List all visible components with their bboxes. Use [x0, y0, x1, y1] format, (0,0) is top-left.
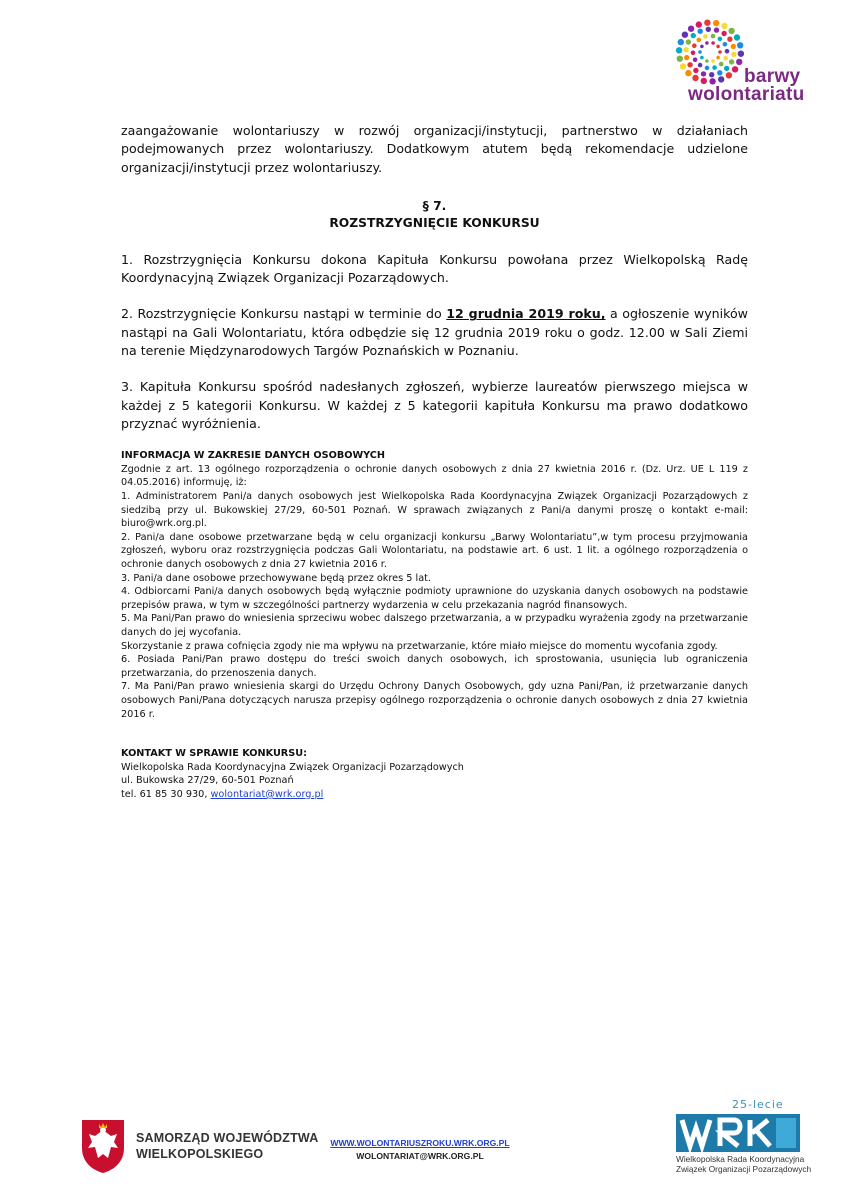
samorzad-line1: SAMORZĄD WOJEWÓDZTWA	[136, 1131, 319, 1145]
samorzad-logo	[80, 1118, 319, 1178]
logo-dot	[726, 72, 732, 78]
wrk-line2: Związek Organizacji Pozarządowych	[676, 1164, 812, 1174]
logo-dot	[705, 66, 710, 71]
logo-dot	[705, 59, 709, 63]
rodo-list	[121, 463, 748, 721]
rodo-line: 6. Posiada Pani/Pan prawo dostępu do treści swoich danych osobowych, ich sprostowania, usunięcia lub ograniczenia przetwarzania, do przenoszenia danych.	[121, 654, 748, 679]
paragraph-1: 1. Rozstrzygnięcia Konkursu dokona Kapituła Konkursu powołana przez Wielkopolską Radę Koordynacyjną Związek Organizacji Pozarządowych.	[121, 251, 748, 286]
paragraph-2-start: 2. Rozstrzygnięcie Konkursu nastąpi w terminie do	[121, 306, 447, 322]
intro-paragraph: zaangażowanie wolontariuszy w rozwój organizacji/instytucji, partnerstwo w działaniach podejmowanych przez wolontariuszy. Dodatkowym atutem będą rekomendacje udzielone organizacji/instytucji przez wolontariuszy.	[121, 123, 748, 175]
logo-dot	[724, 66, 729, 71]
section-title: ROZSTRZYGNIĘCIE KONKURSU	[329, 215, 540, 230]
logo-dot	[736, 59, 742, 65]
logo-dot	[721, 31, 726, 36]
deadline-date: 12 grudnia 2019 roku,	[446, 306, 606, 322]
logo-dot	[709, 72, 714, 77]
contact-org: Wielkopolska Rada Koordynacyjna Związek Organizacji Pozarządowych	[121, 761, 464, 773]
logo-dot	[687, 62, 692, 67]
logo-dot	[738, 51, 744, 57]
logo-dot	[698, 63, 703, 68]
logo-dot	[719, 62, 724, 67]
logo-dot	[676, 47, 682, 53]
logo-word-wolontariatu: wolontariatu	[688, 84, 805, 105]
wrk-anniversary: 25-lecie	[732, 1098, 784, 1111]
dots-spiral-icon	[666, 18, 756, 88]
logo-word-barwy: barwy	[744, 66, 801, 87]
logo-dot	[717, 70, 722, 75]
barwy-wolontariatu-logo	[666, 18, 805, 110]
logo-dot	[691, 33, 696, 38]
logo-dot	[685, 70, 691, 76]
wrk-logo	[676, 1098, 812, 1178]
logo-dot	[737, 42, 743, 48]
logo-dot	[728, 28, 734, 34]
logo-dot	[731, 52, 736, 57]
contact-email-link[interactable]: wolontariat@wrk.org.pl	[210, 788, 324, 800]
logo-dot	[718, 50, 722, 54]
logo-dot	[705, 41, 709, 45]
logo-dot	[696, 21, 702, 27]
logo-dot	[718, 37, 723, 42]
rodo-line: 5. Ma Pani/Pan prawo do wniesienia sprzeciwu wobec dalszego przetwarzania, a w przypadku wyrażenia zgody na przetwarzanie danych do jej wycofania.	[121, 613, 748, 638]
logo-dot	[678, 39, 684, 45]
logo-dot	[716, 45, 720, 49]
logo-dot	[700, 45, 704, 49]
logo-dot	[713, 20, 719, 26]
logo-dot	[688, 26, 694, 32]
logo-dot	[683, 47, 688, 52]
rodo-heading: INFORMACJA W ZAKRESIE DANYCH OSOBOWYCH	[121, 450, 386, 462]
rodo-line: Skorzystanie z prawa cofnięcia zgody nie ma wpływu na przetwarzanie, które miało miejsce do momentu wycofania zgody.	[121, 640, 718, 652]
logo-dot	[723, 42, 728, 47]
rodo-line: 1. Administratorem Pani/a danych osobowych jest Wielkopolska Rada Koordynacyjna Związek Organizacji Pozarządowych z siedzibą przy ul. Bukowskiej 27/29, 60-501 Poznań. W sprawach związanych z Pani/a danymi proszę o kontakt e-mail: biuro@wrk.org.pl.	[121, 491, 748, 530]
logo-dot	[731, 44, 736, 49]
logo-dot	[706, 27, 711, 32]
logo-dot	[718, 76, 724, 82]
logo-dot	[677, 56, 683, 62]
logo-dot	[712, 65, 717, 70]
logo-dot	[716, 56, 720, 60]
logo-dot	[682, 32, 688, 38]
wrk-wordmark-icon	[676, 1114, 800, 1152]
logo-dot	[680, 63, 686, 69]
logo-dot	[691, 51, 696, 56]
logo-dot	[700, 56, 704, 60]
contact-phone: tel. 61 85 30 930,	[121, 788, 211, 800]
logo-dot	[698, 29, 703, 34]
logo-dot	[697, 38, 702, 43]
logo-dot	[711, 41, 715, 45]
rodo-line: 2. Pani/a dane osobowe przetwarzane będą w celu organizacji konkursu „Barwy Wolontariatu”,w tym procesu przyjmowania zgłoszeń, wyboru oraz rozstrzygnięcia podczas Gali Wolontariatu, na podstawie art. 6 ust. 1 lit. a ogólnego rozporządzenia o ochronie danych osobowych z dnia 27 kwietnia 2016 r.	[121, 531, 748, 571]
logo-dot	[701, 71, 706, 76]
wrk-line1: Wielkopolska Rada Koordynacyjna	[676, 1154, 805, 1164]
logo-dot	[714, 27, 719, 32]
logo-dot	[693, 68, 698, 73]
contact-phone-line	[121, 788, 748, 802]
footer-email: WOLONTARIAT@WRK.ORG.PL	[356, 1151, 484, 1161]
logo-dot	[692, 75, 698, 81]
logo-dot	[732, 66, 738, 72]
logo-dot	[704, 20, 710, 26]
coat-of-arms-icon	[80, 1118, 126, 1174]
logo-dot	[684, 55, 689, 60]
contact-heading: KONTAKT W SPRAWIE KONKURSU:	[121, 748, 307, 760]
footer-website-link[interactable]: WWW.WOLONTARIUSZROKU.WRK.ORG.PL	[330, 1138, 510, 1148]
logo-dot	[711, 59, 715, 63]
logo-dot	[721, 23, 727, 29]
paragraph-2-end: a ogłoszenie wyników nastąpi na Gali Wolontariatu, która odbędzie się 12 grudnia 2019 roku o godz. 12.00 w Sali Ziemi na terenie Międzynarodowych Targów Poznańskich w Poznaniu.	[121, 306, 748, 359]
logo-dot	[725, 49, 730, 54]
paragraph-3: 3. Kapituła Konkursu spośród nadesłanych zgłoszeń, wybierze laureatów pierwszego miejsca w każdej z 5 kategorii Konkursu. W każdej z 5 kategorii kapituła Konkursu ma prawo dodatkowo przyznać wyróżnienia.	[121, 379, 748, 431]
logo-dot	[734, 34, 740, 40]
logo-dot	[686, 39, 691, 44]
footer-links	[320, 1137, 520, 1163]
rodo-line: 4. Odbiorcami Pani/a danych osobowych będą wyłącznie podmioty uprawnione do uzyskania danych osobowych na podstawie przepisów prawa, w tym w szczególności partnerzy wydarzenia w celu przekazania nagród finansowych.	[121, 586, 748, 611]
rodo-line: 3. Pani/a dane osobowe przechowywane będą przez okres 5 lat.	[121, 572, 432, 584]
section-number: § 7.	[422, 198, 447, 213]
logo-dot	[711, 34, 716, 39]
rodo-line: Zgodnie z art. 13 ogólnego rozporządzenia o ochronie danych osobowych z dnia 27 kwietnia 2016 r. (Dz. Urz. UE L 119 z 04.05.2016) informuję, iż:	[121, 463, 748, 489]
paragraph-2	[121, 305, 748, 360]
logo-dot	[693, 57, 698, 62]
logo-dot	[703, 34, 708, 39]
main-content	[121, 122, 748, 802]
logo-dot	[698, 50, 702, 54]
logo-dot	[727, 37, 732, 42]
logo-dot	[723, 56, 728, 61]
logo-dot	[729, 59, 734, 64]
rodo-line: 7. Ma Pani/Pan prawo wniesienia skargi do Urzędu Ochrony Danych Osobowych, gdy uzna Pani/Pan, iż przetwarzanie danych osobowych Pani/Pana dotyczących narusza przepisy ogólnego rozporządzenia o ochronie danych osobowych z dnia 27 kwietnia 2016 r.	[121, 681, 748, 720]
samorzad-line2: WIELKOPOLSKIEGO	[136, 1147, 264, 1161]
logo-dot	[692, 43, 697, 48]
contact-address: ul. Bukowska 27/29, 60-501 Poznań	[121, 775, 294, 787]
